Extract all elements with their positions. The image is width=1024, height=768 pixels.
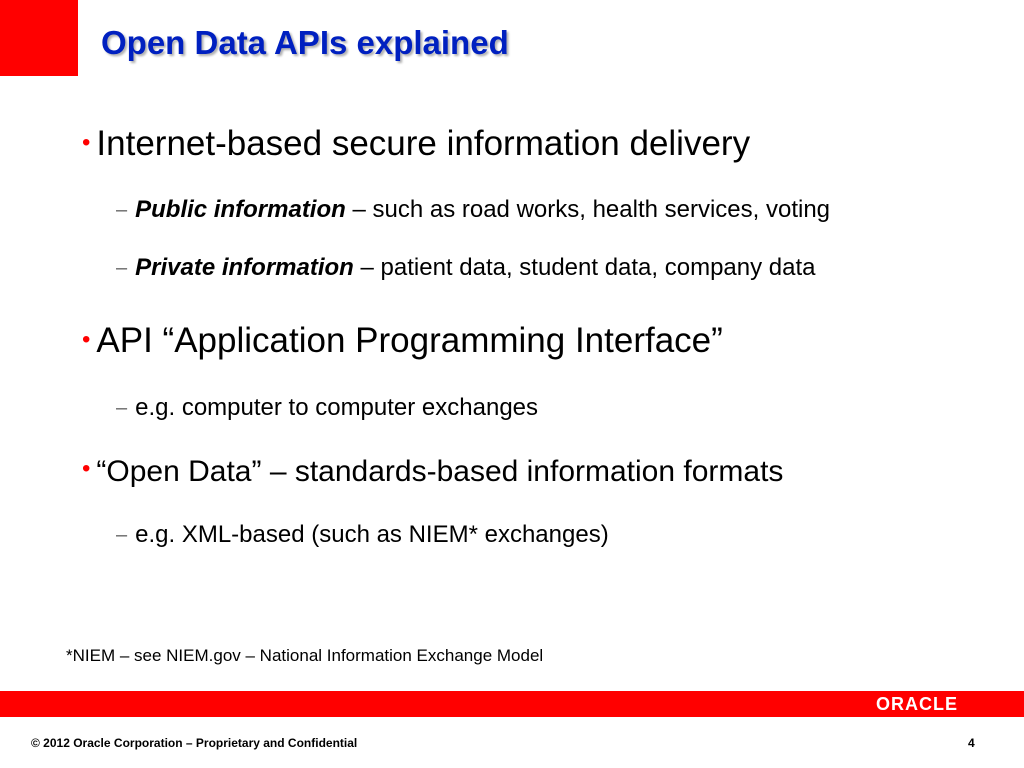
- sub-bullet-text: e.g. computer to computer exchanges: [135, 394, 539, 421]
- sub-bullet-text: – patient data, student data, company data: [353, 254, 816, 281]
- dash-icon: –: [116, 199, 128, 221]
- page-number: 4: [968, 736, 975, 750]
- bullet-item: [82, 126, 750, 161]
- sub-bullet-emphasis: Public information: [135, 196, 346, 223]
- sub-bullet-item: [116, 396, 538, 420]
- bullet-item: [82, 457, 783, 487]
- bullet-marker-icon: •: [82, 326, 91, 353]
- sub-bullet-emphasis: Private information: [135, 254, 354, 281]
- bullet-text: Internet-based secure information delivery: [96, 124, 751, 163]
- slide-title: Open Data APIs explained: [101, 24, 509, 61]
- bullet-text: API “Application Programming Interface”: [96, 321, 723, 360]
- footer-bar: [0, 691, 1024, 717]
- bullet-marker-icon: •: [82, 455, 91, 482]
- corner-accent-block: [0, 0, 78, 76]
- copyright-text: © 2012 Oracle Corporation – Proprietary and Confidential: [31, 736, 358, 750]
- dash-icon: –: [116, 524, 128, 546]
- sub-bullet-text: e.g. XML-based (such as NIEM* exchanges): [135, 521, 609, 548]
- bullet-marker-icon: •: [82, 129, 91, 156]
- dash-icon: –: [116, 257, 128, 279]
- bullet-text: “Open Data” – standards-based information formats: [96, 455, 784, 488]
- sub-bullet-item: [116, 198, 830, 222]
- bullet-item: [82, 323, 723, 358]
- sub-bullet-text: – such as road works, health services, voting: [345, 196, 831, 223]
- dash-icon: –: [116, 397, 128, 419]
- footnote: *NIEM – see NIEM.gov – National Information Exchange Model: [66, 646, 544, 665]
- oracle-logo: ORACLE: [876, 694, 958, 714]
- sub-bullet-item: [116, 523, 609, 547]
- sub-bullet-item: [116, 256, 816, 280]
